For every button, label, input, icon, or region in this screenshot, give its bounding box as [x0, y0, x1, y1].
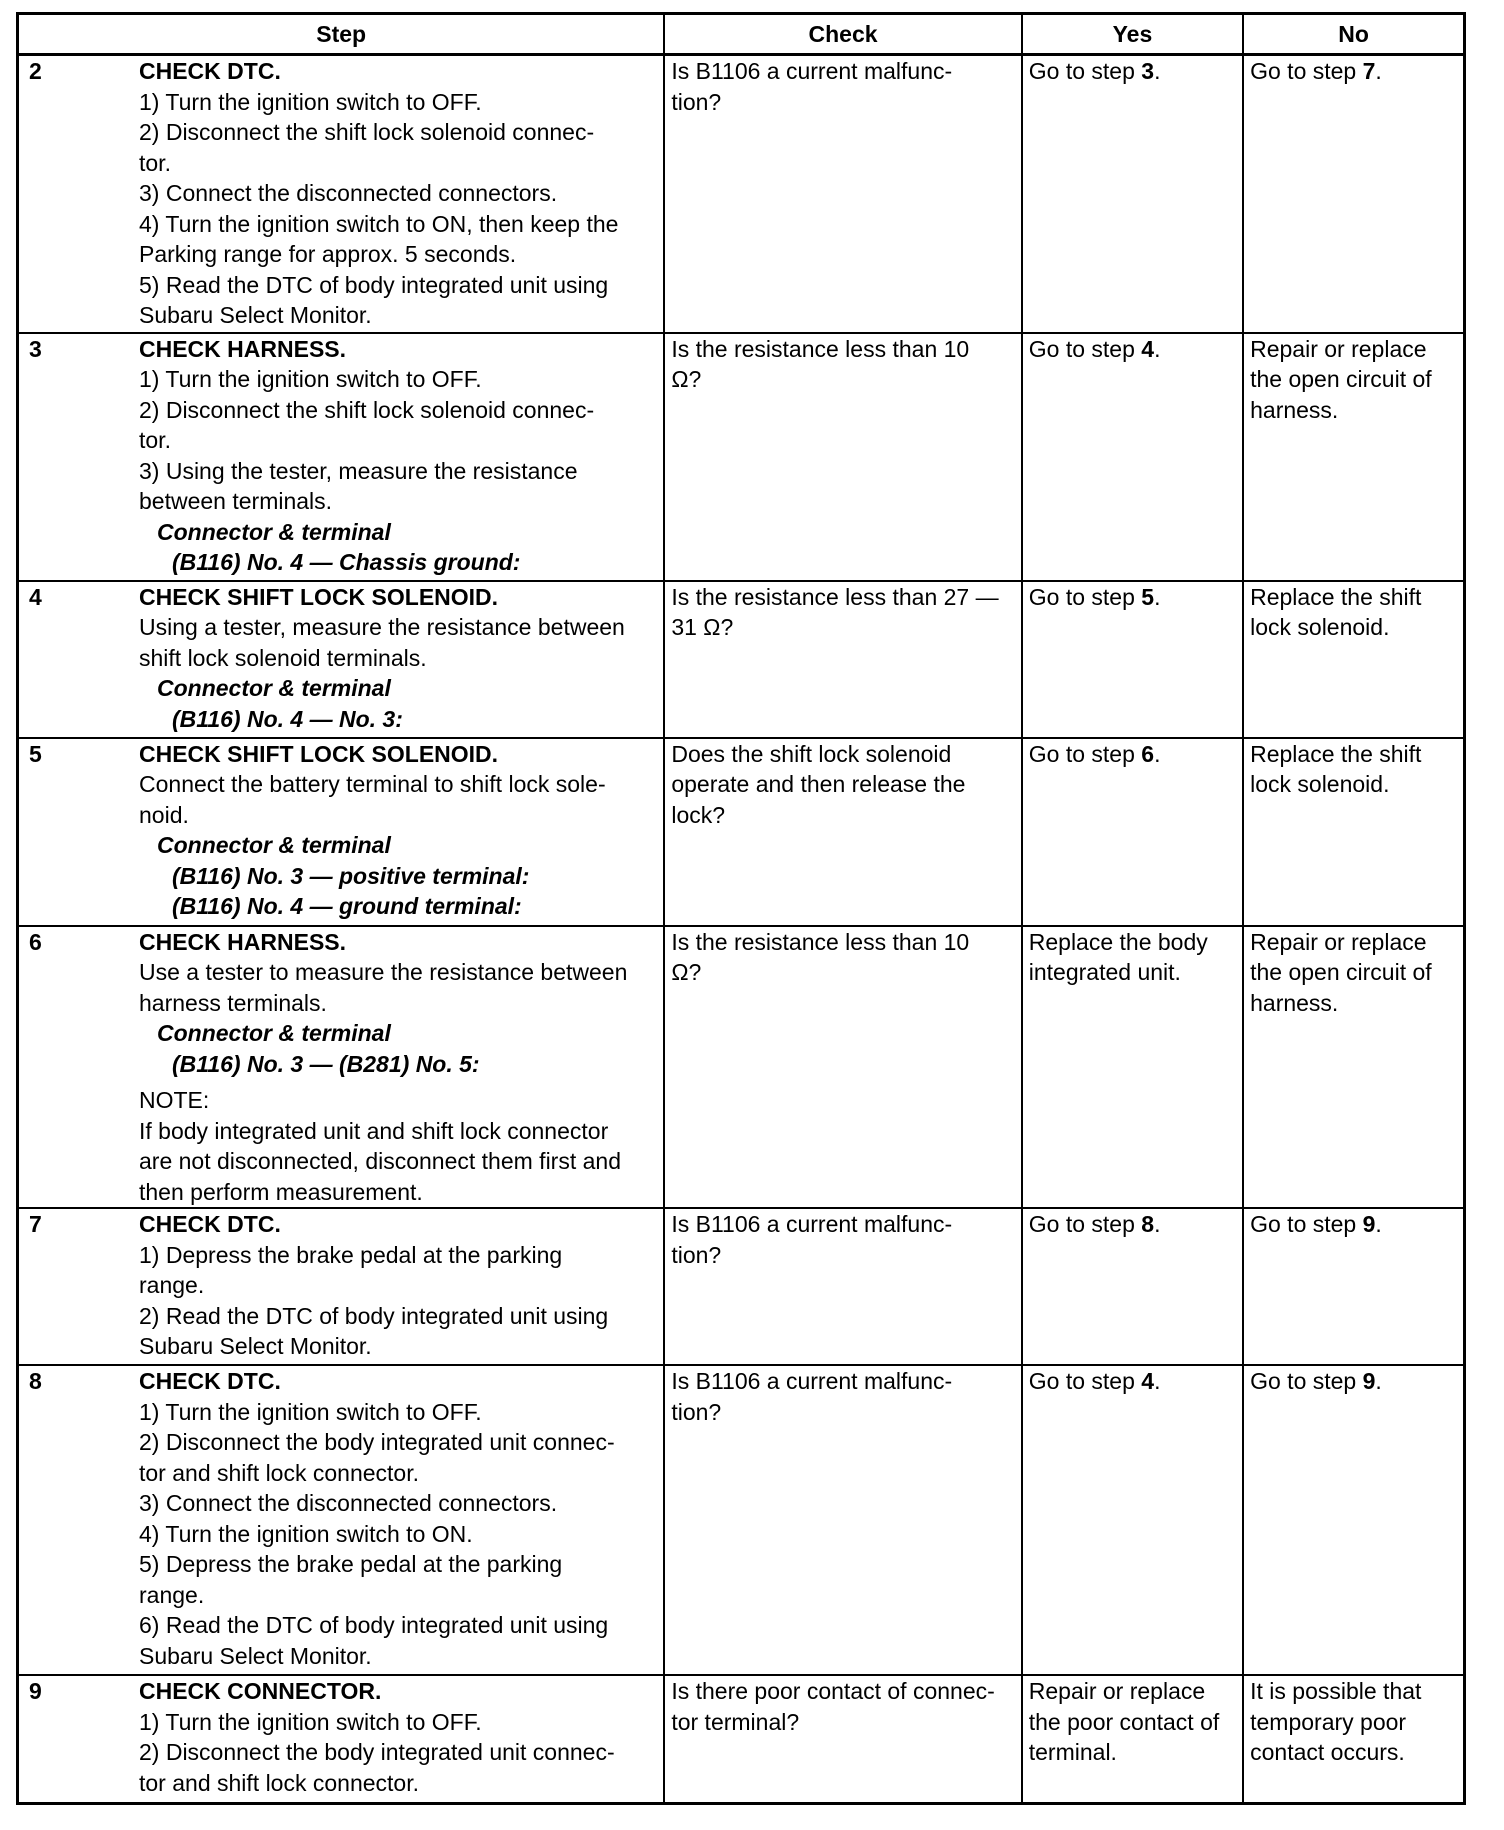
- step-instruction-line: harness terminals.: [139, 989, 327, 1016]
- yes-action: [1029, 58, 1161, 84]
- diagnostic-procedure-sheet: [16, 12, 1466, 1805]
- yes-cell: [1022, 926, 1243, 1209]
- yes-goto-prefix: Go to step: [1028, 335, 1142, 362]
- step-cell: [18, 738, 665, 926]
- table-row-step-4: [18, 581, 1465, 738]
- step-instruction-line: 3) Connect the disconnected connectors.: [139, 180, 558, 206]
- check-question: Does the shift lock solenoid operate and then release the lock?: [671, 740, 966, 828]
- step-title: CHECK SHIFT LOCK SOLENOID.: [139, 583, 499, 610]
- header-check: Check: [664, 14, 1021, 55]
- no-action-text: Replace the shift lock solenoid.: [1250, 740, 1422, 797]
- step-content: [25, 927, 657, 1208]
- no-action-text: Repair or replace the open circuit of harness.: [1250, 335, 1432, 423]
- yes-cell: [1022, 1208, 1243, 1365]
- check-question: Is the resistance less than 27 — 31 Ω?: [671, 583, 999, 640]
- step-content: [25, 56, 657, 331]
- step-instruction-line: 1) Turn the ignition switch to OFF.: [139, 366, 482, 392]
- step-instruction-line: Subaru Select Monitor.: [139, 1642, 372, 1669]
- yes-cell: [1022, 333, 1243, 581]
- step-title: CHECK DTC.: [139, 1211, 281, 1237]
- no-cell: [1243, 1208, 1464, 1365]
- step-number: 7: [29, 1211, 42, 1237]
- no-goto-step-number: 9: [1362, 1368, 1376, 1394]
- step-number: 3: [29, 335, 42, 362]
- yes-action-text: Replace the body integrated unit.: [1028, 928, 1208, 985]
- no-goto-suffix: .: [1375, 58, 1382, 84]
- yes-goto-step-number: 5: [1141, 583, 1155, 610]
- step-instruction-line: 1) Depress the brake pedal at the parking: [139, 1241, 563, 1268]
- step-title: CHECK DTC.: [139, 1368, 281, 1394]
- no-cell: [1243, 738, 1464, 926]
- step-instruction-line: tor.: [139, 149, 171, 176]
- no-cell: [1243, 926, 1464, 1209]
- yes-cell: [1022, 1675, 1243, 1803]
- step-instruction-line: 4) Turn the ignition switch to ON.: [139, 1520, 473, 1547]
- step-instruction-line: 5) Read the DTC of body integrated unit using: [139, 271, 609, 298]
- check-question: Is B1106 a current malfunc- tion?: [671, 58, 953, 115]
- step-content: [25, 582, 657, 735]
- step-instruction-line: noid.: [139, 801, 189, 828]
- yes-goto-step-number: 3: [1141, 58, 1155, 84]
- connector-terminal-label: Connector & terminal: [157, 1020, 391, 1046]
- no-goto-prefix: Go to step: [1250, 1211, 1363, 1237]
- yes-goto-prefix: Go to step: [1028, 58, 1142, 84]
- no-goto-step-number: 7: [1362, 58, 1376, 84]
- check-question: Is the resistance less than 10 Ω?: [671, 335, 970, 392]
- table-row-step-8: [18, 1365, 1465, 1675]
- step-cell: [18, 926, 665, 1209]
- step-title: CHECK HARNESS.: [139, 928, 347, 955]
- step-instruction-line: Subaru Select Monitor.: [139, 302, 372, 328]
- step-cell: [18, 333, 665, 581]
- no-cell: [1243, 1675, 1464, 1803]
- yes-goto-prefix: Go to step: [1028, 1368, 1142, 1394]
- table-row-step-5: [18, 738, 1465, 926]
- step-instruction-line: between terminals.: [139, 488, 333, 514]
- no-goto-prefix: Go to step: [1250, 58, 1363, 84]
- step-content: [25, 1676, 657, 1798]
- connector-terminal-spec: (B116) No. 3 — positive terminal:: [172, 862, 530, 889]
- step-number: 6: [29, 928, 42, 955]
- no-goto-prefix: Go to step: [1250, 1368, 1363, 1394]
- step-title: CHECK CONNECTOR.: [139, 1678, 382, 1704]
- table-row-step-9: [18, 1675, 1465, 1803]
- no-action: [1250, 1211, 1382, 1237]
- step-instruction-line: 6) Read the DTC of body integrated unit using: [139, 1612, 609, 1638]
- step-content: [25, 739, 657, 922]
- check-cell: [664, 1675, 1021, 1803]
- yes-action-text: Repair or replace the poor contact of terminal.: [1028, 1678, 1220, 1765]
- yes-cell: [1022, 55, 1243, 333]
- note-line: If body integrated unit and shift lock connector: [139, 1117, 609, 1144]
- no-cell: [1243, 1365, 1464, 1675]
- note-line: then perform measurement.: [139, 1178, 423, 1205]
- yes-goto-prefix: Go to step: [1028, 740, 1142, 767]
- no-action-text: Repair or replace the open circuit of harness.: [1250, 928, 1432, 1016]
- step-content: [25, 1366, 657, 1671]
- yes-goto-suffix: .: [1154, 1368, 1161, 1394]
- step-instruction-line: 2) Disconnect the body integrated unit connec-: [139, 1429, 615, 1455]
- step-cell: [18, 581, 665, 738]
- yes-goto-suffix: .: [1154, 335, 1161, 362]
- step-instruction-line: 3) Using the tester, measure the resistance: [139, 457, 578, 484]
- step-instruction-line: 1) Turn the ignition switch to OFF.: [139, 88, 482, 115]
- step-instruction-line: tor and shift lock connector.: [139, 1459, 419, 1486]
- note-line: are not disconnected, disconnect them first and: [139, 1148, 622, 1174]
- check-cell: [664, 1365, 1021, 1675]
- step-number: 9: [29, 1678, 42, 1704]
- step-instruction-line: Using a tester, measure the resistance between: [139, 614, 625, 640]
- step-cell: [18, 1675, 665, 1803]
- yes-action: [1029, 1211, 1161, 1237]
- step-instruction-line: 3) Connect the disconnected connectors.: [139, 1490, 558, 1516]
- step-number: 4: [29, 583, 42, 610]
- yes-goto-step-number: 4: [1141, 335, 1155, 362]
- table-row-step-6: [18, 926, 1465, 1209]
- step-body: [139, 582, 657, 735]
- connector-terminal-spec: (B116) No. 3 — (B281) No. 5:: [172, 1050, 480, 1077]
- check-cell: [664, 1208, 1021, 1365]
- step-content: [25, 1209, 657, 1362]
- check-cell: [664, 926, 1021, 1209]
- step-instruction-line: 2) Read the DTC of body integrated unit using: [139, 1302, 609, 1329]
- connector-terminal-spec: (B116) No. 4 — No. 3:: [172, 705, 403, 732]
- step-body: [139, 739, 657, 922]
- step-number: 2: [29, 58, 42, 84]
- check-cell: [664, 581, 1021, 738]
- note-heading: NOTE:: [139, 1087, 210, 1113]
- step-content: [25, 334, 657, 578]
- table-row-step-3: [18, 333, 1465, 581]
- connector-terminal-spec: (B116) No. 4 — Chassis ground:: [172, 549, 521, 575]
- yes-action: [1029, 584, 1161, 610]
- no-cell: [1243, 333, 1464, 581]
- step-instruction-line: 1) Turn the ignition switch to OFF.: [139, 1708, 482, 1735]
- header-yes: Yes: [1022, 14, 1243, 55]
- step-number: 8: [29, 1368, 42, 1394]
- header-step: Step: [18, 14, 665, 55]
- step-cell: [18, 1208, 665, 1365]
- step-instruction-line: Connect the battery terminal to shift lock sole-: [139, 771, 606, 797]
- no-cell: [1243, 55, 1464, 333]
- yes-action: [1029, 1368, 1161, 1394]
- step-body: [139, 56, 657, 331]
- yes-goto-prefix: Go to step: [1028, 1211, 1142, 1237]
- yes-goto-step-number: 4: [1141, 1368, 1155, 1394]
- step-instruction-line: 1) Turn the ignition switch to OFF.: [139, 1398, 482, 1425]
- table-row-step-2: [18, 55, 1465, 333]
- step-title: CHECK HARNESS.: [139, 335, 347, 362]
- step-body: [139, 334, 657, 578]
- step-instruction-line: 2) Disconnect the shift lock solenoid connec-: [139, 119, 595, 145]
- connector-terminal-label: Connector & terminal: [157, 518, 391, 545]
- check-cell: [664, 333, 1021, 581]
- step-body: [139, 1366, 657, 1671]
- step-instruction-line: range.: [139, 1272, 205, 1298]
- yes-goto-step-number: 6: [1141, 740, 1155, 767]
- step-instruction-line: 4) Turn the ignition switch to ON, then keep the: [139, 210, 619, 237]
- no-cell: [1243, 581, 1464, 738]
- step-instruction-line: tor.: [139, 427, 171, 453]
- no-goto-step-number: 9: [1362, 1211, 1376, 1237]
- step-number: 5: [29, 740, 42, 767]
- diagnostic-table: [16, 12, 1466, 1805]
- yes-goto-suffix: .: [1154, 740, 1161, 767]
- check-question: Is the resistance less than 10 Ω?: [671, 928, 970, 985]
- check-question: Is B1106 a current malfunc- tion?: [671, 1211, 953, 1268]
- step-instruction-line: 2) Disconnect the shift lock solenoid connec-: [139, 396, 595, 423]
- step-cell: [18, 55, 665, 333]
- check-question: Is there poor contact of connec- tor terminal?: [671, 1678, 995, 1735]
- no-action: [1250, 58, 1382, 84]
- yes-goto-prefix: Go to step: [1028, 583, 1142, 610]
- yes-goto-suffix: .: [1154, 58, 1161, 84]
- table-row-step-7: [18, 1208, 1465, 1365]
- step-title: CHECK DTC.: [139, 58, 281, 84]
- yes-action: [1029, 741, 1161, 767]
- no-action: [1250, 1368, 1382, 1394]
- check-cell: [664, 738, 1021, 926]
- table-header-row: [18, 14, 1465, 55]
- no-action-text: It is possible that temporary poor contact occurs.: [1250, 1678, 1422, 1765]
- step-cell: [18, 1365, 665, 1675]
- no-goto-suffix: .: [1375, 1368, 1382, 1394]
- header-no: No: [1243, 14, 1464, 55]
- step-instruction-line: 2) Disconnect the body integrated unit connec-: [139, 1739, 615, 1765]
- connector-terminal-label: Connector & terminal: [157, 675, 391, 701]
- yes-goto-step-number: 8: [1141, 1211, 1155, 1237]
- step-body: [139, 927, 657, 1208]
- yes-goto-suffix: .: [1154, 1211, 1161, 1237]
- step-body: [139, 1209, 657, 1362]
- step-instruction-line: range.: [139, 1581, 205, 1608]
- check-question: Is B1106 a current malfunc- tion?: [671, 1368, 953, 1425]
- step-instruction-line: 5) Depress the brake pedal at the parking: [139, 1551, 563, 1577]
- step-instruction-line: Parking range for approx. 5 seconds.: [139, 241, 517, 267]
- step-body: [139, 1676, 657, 1798]
- yes-cell: [1022, 1365, 1243, 1675]
- yes-cell: [1022, 581, 1243, 738]
- step-title: CHECK SHIFT LOCK SOLENOID.: [139, 740, 499, 767]
- no-goto-suffix: .: [1375, 1211, 1382, 1237]
- check-cell: [664, 55, 1021, 333]
- step-instruction-line: tor and shift lock connector.: [139, 1769, 419, 1796]
- step-instruction-line: Use a tester to measure the resistance between: [139, 959, 628, 985]
- yes-goto-suffix: .: [1154, 583, 1161, 610]
- no-action-text: Replace the shift lock solenoid.: [1250, 583, 1422, 640]
- yes-action: [1029, 336, 1161, 362]
- step-instruction-line: Subaru Select Monitor.: [139, 1333, 372, 1359]
- connector-terminal-label: Connector & terminal: [157, 832, 391, 858]
- yes-cell: [1022, 738, 1243, 926]
- step-instruction-line: shift lock solenoid terminals.: [139, 644, 427, 671]
- connector-terminal-spec: (B116) No. 4 — ground terminal:: [172, 893, 522, 919]
